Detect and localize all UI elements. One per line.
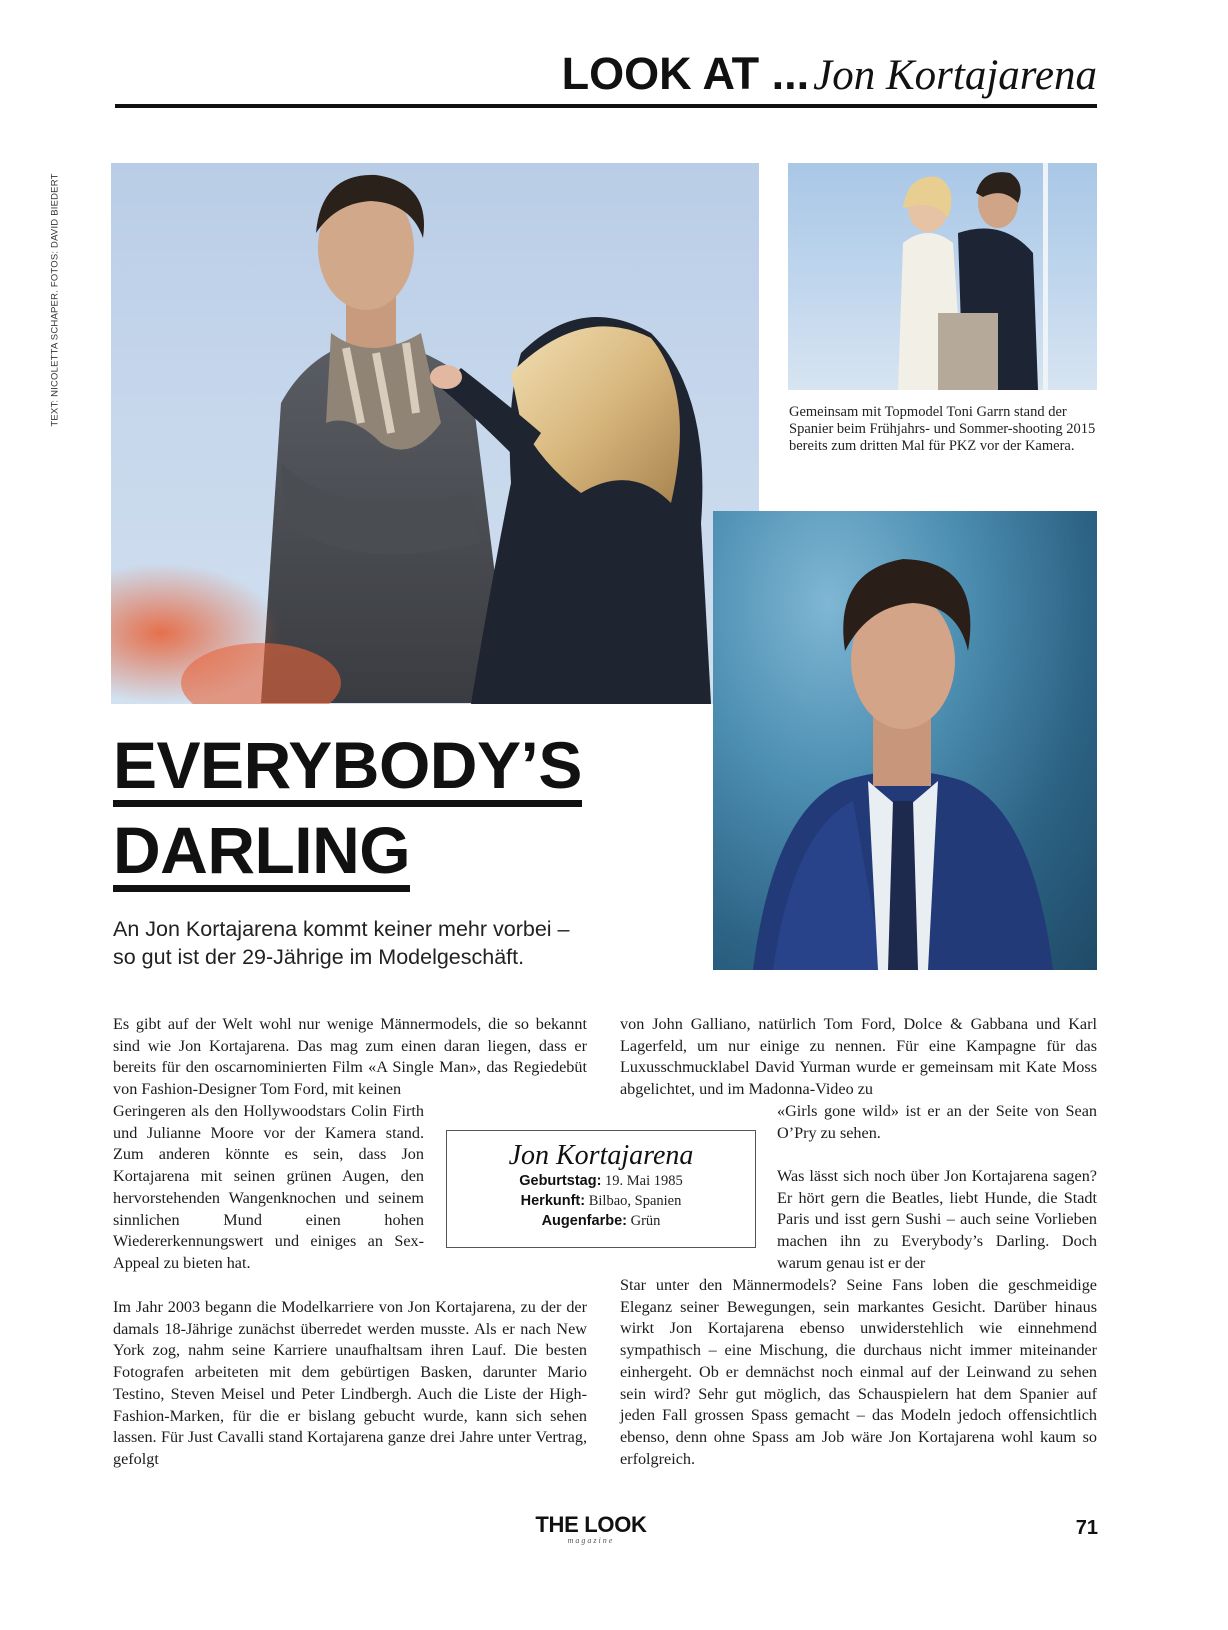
section-subject-name: Jon Kortajarena	[813, 52, 1097, 99]
portrait-photo-illustration	[713, 511, 1097, 970]
subhead-line-2: so gut ist der 29-Jährige im Modelgeschäft.	[113, 945, 525, 969]
headline-line-2: DARLING	[113, 817, 410, 892]
couple-photo	[788, 163, 1097, 390]
body-col2-para2-wide: Star unter den Männermodels? Seine Fans loben die geschmeidige Eleganz seiner Bewegungen, sein markantes Gesicht. Darüber hinaus wirkt Jon Kortajarena ebenso unwiderstehlich wie einnehmend sympathisch – eine Mischung, die durchaus nicht immer miteinander einhergeht. Ob er demnächst noch einmal auf der Leinwand zu sehen sein wird? Sehr gut möglich, das Schauspielern hat dem Spanier auf jeden Fall grossen Spass gemacht – das Modeln jedoch offensichtlich ebenso, denn ohne Spass am Job wäre Jon Kortajarena wohl kaum so erfolgreich.	[620, 1276, 1097, 1468]
photo-credit	[40, 160, 70, 440]
body-col1-wrap: Geringeren als den Hollywoodstars Colin Firth und Julianne Moore vor der Kamera stand. Zum anderen könnte es sein, dass Jon Kortajarena mit seinen grünen Augen, den hervorstehenden Wangenknochen und seinem sinnlichen Mund einen hohen Wiedererkennungswert und einiges an Sex-Appeal zu bieten hat.	[113, 1102, 424, 1272]
fact-eyes	[447, 1211, 755, 1231]
subhead-line-1: An Jon Kortajarena kommt keiner mehr vorbei –	[113, 917, 570, 941]
fact-birthday-label: Geburtstag:	[519, 1173, 602, 1189]
fact-origin	[447, 1191, 755, 1211]
body-col2-wrap: «Girls gone wild» ist er an der Seite von Sean O’Pry zu sehen.	[777, 1102, 1097, 1142]
magazine-logo	[531, 1514, 651, 1546]
page-number: 71	[1075, 1517, 1098, 1539]
body-col2-para2-wrap: Was lässt sich noch über Jon Kortajarena sagen? Er hört gern die Beatles, liebt Hunde, die Stadt Paris und isst gern Sushi – auch seine Vorlieben machen ihn zu Everybody’s Darling. Doch warum genau ist er der	[777, 1167, 1097, 1272]
credit-text: TEXT: NICOLETTA SCHAPER. FOTOS: DAVID BIEDERT	[49, 173, 61, 427]
main-photo-illustration	[111, 163, 759, 704]
fact-origin-label: Herkunft:	[520, 1193, 586, 1209]
fact-birthday	[447, 1171, 755, 1191]
body-col2-top: von John Galliano, natürlich Tom Ford, Dolce & Gabbana und Karl Lagerfeld, um nur einige zu nennen. Für eine Kampagne für das Luxusschmucklabel David Yurman wurde er gemeinsam mit Kate Moss abgelichtet, und im Madonna-Video zu	[620, 1015, 1097, 1099]
photo-caption: Gemeinsam mit Topmodel Toni Garrn stand der Spanier beim Frühjahrs- und Sommer-shooting 2015 bereits zum dritten Mal für PKZ vor der Kamera.	[789, 404, 1096, 454]
section-lead: LOOK AT ...	[561, 48, 810, 99]
fact-eyes-label: Augenfarbe:	[541, 1213, 627, 1229]
section-title	[562, 48, 1097, 100]
body-col1-top: Es gibt auf der Welt wohl nur wenige Männermodels, die so bekannt sind wie Jon Kortajarena. Das mag zum einen daran liegen, dass er bereits für den oscarnominierten Film «A Single Man», das Regiedebüt von Fashion-Designer Tom Ford, mit keinen	[113, 1015, 587, 1099]
logo-text: THE LOOK	[535, 1512, 647, 1537]
page-header	[115, 48, 1097, 108]
fact-eyes-value: Grün	[630, 1213, 661, 1229]
fact-box-name: Jon Kortajarena	[508, 1140, 694, 1171]
fact-birthday-value: 19. Mai 1985	[605, 1173, 683, 1189]
couple-photo-illustration	[788, 163, 1097, 390]
fact-box	[446, 1130, 756, 1248]
body-col1-para2: Im Jahr 2003 begann die Modelkarriere von Jon Kortajarena, zu der der damals 18-Jährige zunächst überredet werden musste. Als er nach New York zog, nahm seine Karriere unaufhaltsam ihren Lauf. Die besten Fotografen arbeiteten mit dem gebürtigen Basken, darunter Mario Testino, Steven Meisel und Peter Lindbergh. Auch die Liste der High-Fashion-Marken, für die er bislang gebucht wurde, kann sich sehen lassen. Für Just Cavalli stand Kortajarena ganze drei Jahre unter Vertrag, gefolgt	[113, 1298, 587, 1468]
portrait-photo	[713, 511, 1097, 970]
article-subheadline	[113, 915, 713, 971]
logo-subtext: magazine	[567, 1536, 615, 1545]
fact-origin-value: Bilbao, Spanien	[588, 1193, 682, 1209]
main-photo	[111, 163, 759, 704]
article-headline	[113, 728, 713, 892]
headline-line-1: EVERYBODY’S	[113, 732, 582, 807]
